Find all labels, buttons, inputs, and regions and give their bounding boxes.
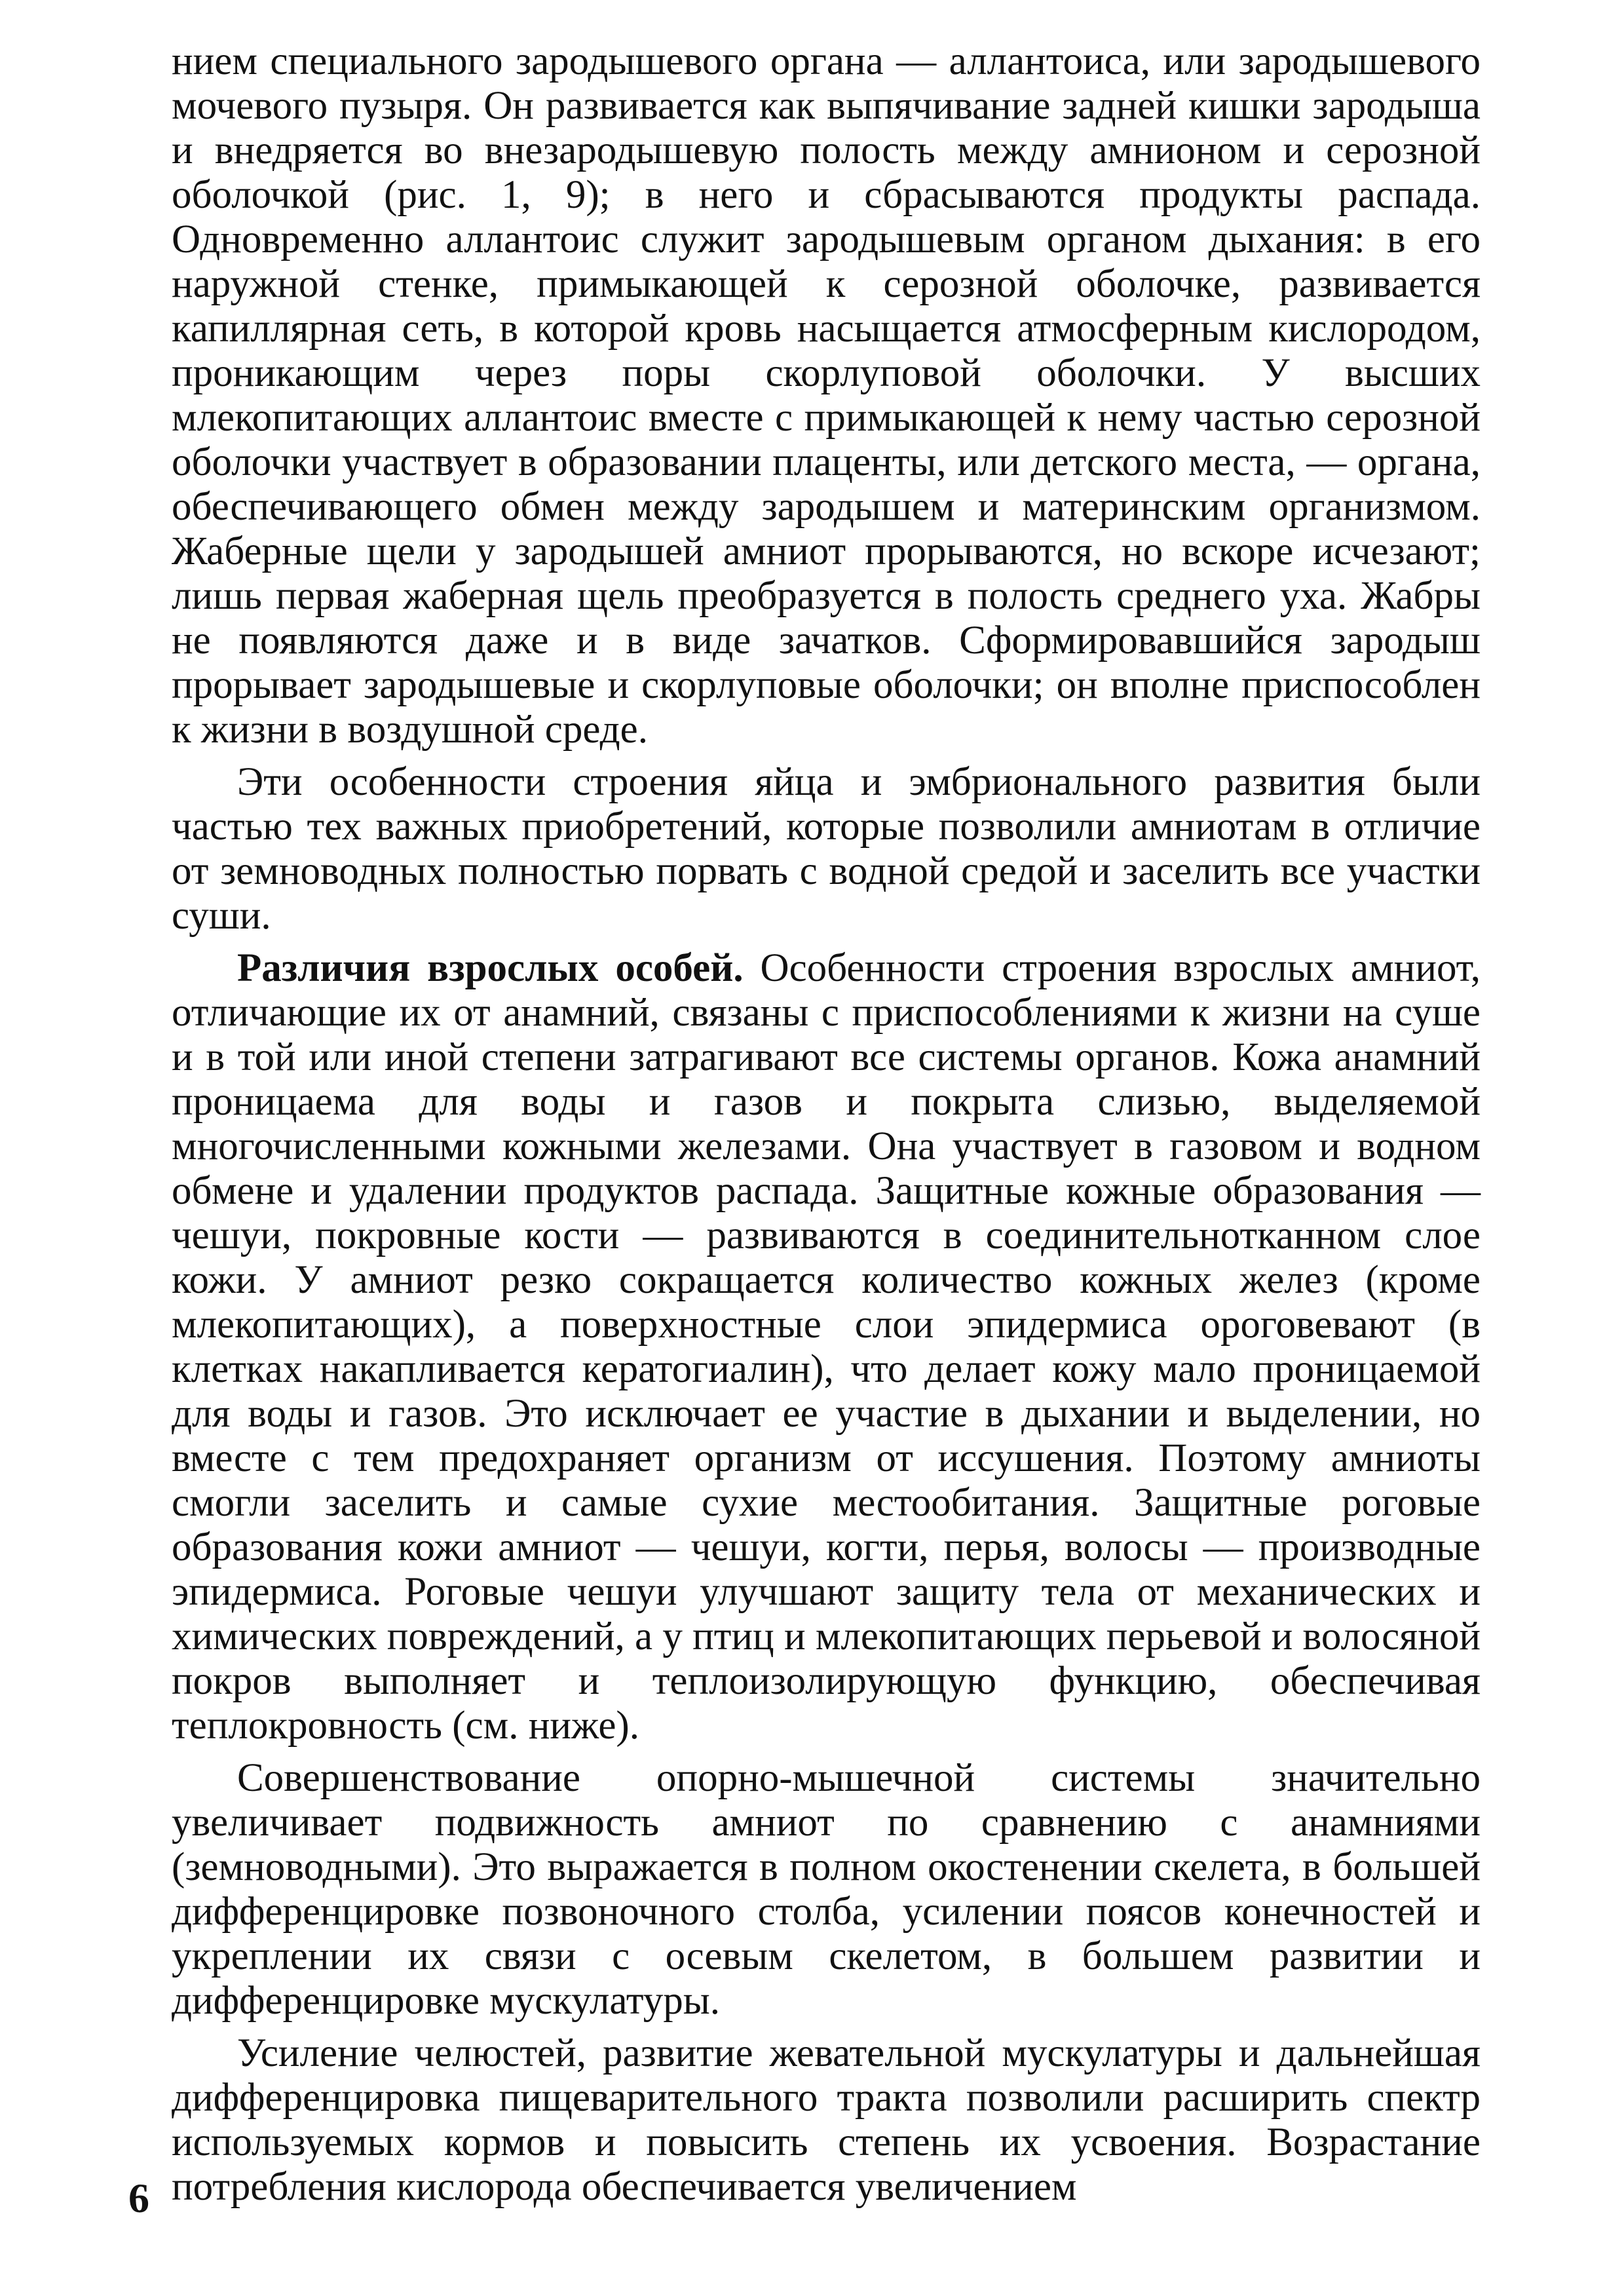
paragraph-allantois: нием специального зародышевого органа — аллантоиса, или зародышевого мочевого пузыря. Он развивается как выпячивание задней кишки зародыша и внедряется во внезародышевую полость между амнионом и серозной оболочкой (рис. 1, 9); в него и сбрасываются продукты распада. Одновременно аллантоис служит зародышевым органом дыхания: в его наружной стенке, примыкающей к серозной оболочке, развивается капиллярная сеть, в которой кровь насыщается атмосферным кислородом, проникающим через поры скорлуповой оболочки. У высших млекопитающих аллантоис вместе с примыкающей к нему частью серозной оболочки участвует в образовании плаценты, или детского места, — органа, обеспечивающего обмен между зародышем и материнским организмом. Жаберные щели у зародышей амниот прорываются, но вскоре исчезают; лишь первая жаберная щель преобразуется в полость среднего уха. Жабры не появляются даже и в виде зачатков. Сформировавшийся зародыш прорывает зародышевые и скорлуповые оболочки; он вполне приспособлен к жизни в воздушной среде.	[172, 39, 1481, 752]
paragraph-jaws-digestion: Усиление челюстей, развитие жевательной мускулатуры и дальнейшая дифференцировка пищеварительного тракта позволили расширить спектр используемых кормов и повысить степень их усвоения. Возрастание потребления кислорода обеспечивается увеличением	[172, 2031, 1481, 2209]
paragraph-musculoskeletal: Совершенствование опорно-мышечной системы значительно увеличивает подвижность амниот по сравнению с анамниями (земноводными). Это выражается в полном окостенении скелета, в большей дифференцировке позвоночного столба, усилении поясов конечностей и укреплении их связи с осевым скелетом, в большем развитии и дифференцировке мускулатуры.	[172, 1756, 1481, 2023]
paragraph-egg-features: Эти особенности строения яйца и эмбрионального развития были частью тех важных приобретений, которые позволили амниотам в отличие от земноводных полностью порвать с водной средой и заселить все участки суши.	[172, 760, 1481, 938]
page-body	[172, 39, 1481, 2254]
paragraph-adult-differences	[172, 946, 1481, 1748]
paragraph-adult-differences-text: Особенности строения взрослых амниот, отличающие их от анамний, связаны с приспособлениями к жизни на суше и в той или иной степени затрагивают все системы органов. Кожа анамний проницаема для воды и газов и покрыта слизью, выделяемой многочисленными кожными железами. Она участвует в газовом и водном обмене и удалении продуктов распада. Защитные кожные образования — чешуи, покровные кости — развиваются в соединительнотканном слое кожи. У амниот резко сокращается количество кожных желез (кроме млекопитающих), а поверхностные слои эпидермиса ороговевают (в клетках накапливается кератогиалин), что делает кожу мало проницаемой для воды и газов. Это исключает ее участие в дыхании и выделении, но вместе с тем предохраняет организм от иссушения. Поэтому амниоты смогли заселить и самые сухие местообитания. Защитные роговые образования кожи амниот — чешуи, когти, перья, волосы — производные эпидермиса. Роговые чешуи улучшают защиту тела от механических и химических повреждений, а у птиц и млекопитающих перьевой и волосяной покров выполняет и теплоизолирующую функцию, обеспечивая теплокровность (см. ниже).	[172, 946, 1481, 1748]
page-number: 6	[128, 2175, 149, 2221]
paragraph-lead-heading: Различия взрослых особей.	[237, 946, 744, 990]
